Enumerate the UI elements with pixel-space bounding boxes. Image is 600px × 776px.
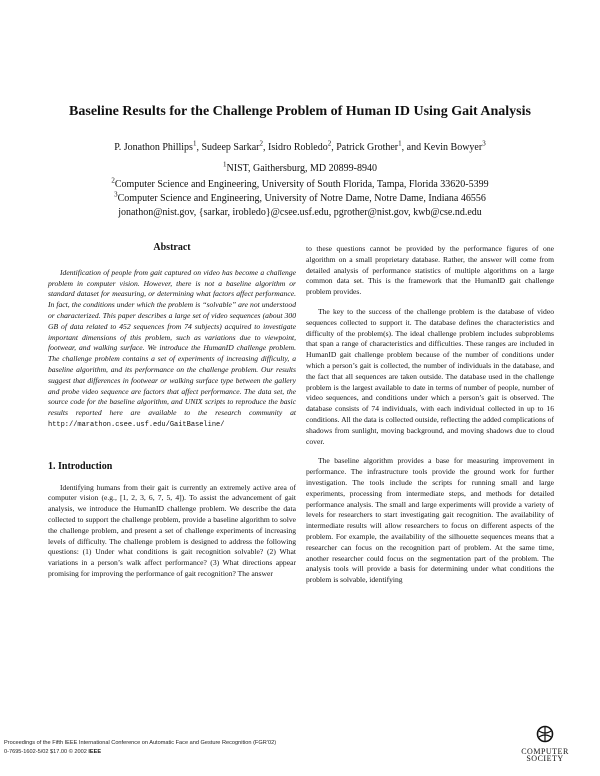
isbn-copyright xyxy=(4,748,484,757)
affiliation-text: Computer Science and Engineering, University of South Florida, Tampa, Florida 33620-5399 xyxy=(114,179,489,190)
author-emails: jonathon@nist.gov, {sarkar, irobledo}@csee.usf.edu, pgrother@nist.gov, kwb@cse.nd.edu xyxy=(118,207,482,218)
introduction-paragraph: Identifying humans from their gait is currently an extremely active area of computer vision (e.g., [1, 2, 3, 6, 7, 5, 4]). To assist the advancement of gait analysis, we introduce the HumanID challenge problem. We describe the data collected to support the challenge problem, provide a baseline algorithm to solve the challenge problem, and present a set of challenge experiments of increasing levels of difficulty. The challenge problem is designed to address the following questions: (1) Under what conditions is gait recognition solvable? (2) What variations in a person’s walk affect performance? (3) What directions appear promising for improving the performance of gait recognition? The answer xyxy=(48,482,296,578)
author-name: Sudeep Sarkar xyxy=(201,142,260,153)
logo-line-computer: COMPUTER xyxy=(521,747,569,756)
author-affiliation-mark: 1 xyxy=(398,139,402,148)
author-affiliation-mark: 2 xyxy=(259,139,263,148)
abstract-body xyxy=(48,268,296,431)
affiliation-notre-dame xyxy=(20,192,580,205)
introduction-heading: 1. Introduction xyxy=(48,460,113,472)
dataset-url-link[interactable]: http://marathon.csee.usf.edu/GaitBaseline/ xyxy=(48,420,225,429)
computer-society-logo xyxy=(513,725,577,763)
proceedings-citation: Proceedings of the Fifth IEEE International Conference on Automatic Face and Gesture Recognition (FGR’02) xyxy=(4,740,277,746)
body-paragraph: The key to the success of the challenge problem is the database of video sequences collected to support it. The database defines the characteristics and difficulty of the problem(s). The ideal challenge problem includes subproblems that span a range of characteristics and difficulties. These ranges are included in HumanID gait challenge problem because of the number of conditions under which a person’s gait is collected, the number of individuals in the database, and the fact that all sequences are taken outside. The database used in the challenge problem is the largest available to date in terms of number of people, number of video sequences, and conditions under which a person’s gait is observed. The database consists of 74 individuals, with each individual collected in up to 16 conditions. All the data is collected outside, reflecting the added complications of shadows from sunlight, moving background, and moving shadows due to cloud cover. xyxy=(306,306,554,446)
affiliation-nist xyxy=(20,162,580,175)
author-affiliation-mark: 2 xyxy=(327,139,332,148)
affiliation-text: Computer Science and Engineering, University of Notre Dame, Notre Dame, Indiana 46556 xyxy=(117,193,486,204)
author-list: P. Jonathon Phillips$^1$, Sudeep Sarkar$^2$, Isidro Robledo$^2$, Patrick Grother$^1$, and Kevin Bowyer$^3$ xyxy=(114,139,486,153)
author-name: Patrick Grother xyxy=(336,142,399,153)
affiliation-mark: 3 xyxy=(114,190,118,199)
proceedings-footer xyxy=(4,739,484,757)
paper-title: Baseline Results for the Challenge Problem of Human ID Using Gait Analysis xyxy=(69,104,531,119)
abstract-heading: Abstract xyxy=(153,242,191,253)
affiliation-text: NIST, Gaithersburg, MD 20899-8940 xyxy=(226,163,377,174)
affiliation-mark: 2 xyxy=(111,176,115,185)
author-name: Isidro Robledo xyxy=(267,142,328,153)
abstract-text: Identification of people from gait captured on video has become a challenge problem in computer vision. However, there is not a baseline algorithm or standard dataset for measuring, or determining what factors affect performance. In fact, the conditions under which the problem is “solvable” are not understood or characterized. This paper describes a large set of video sequences (about 300 GB of data related to 452 sequences from 74 subjects) acquired to investigate important dimensions of this problem, such as variations due to viewpoint, footwear, and walking surface. We introduce the HumanID challenge problem. The challenge problem contains a set of experiments of increasing difficulty, a baseline algorithm, and its performance on the challenge problem. Our results suggest that differences in footwear or walking surface type between the gallery and probe video sequence are factors that affect performance. The data set, the source code for the baseline algorithm, and UNIX scripts to reproduce the basic results reported here are available to the research community at xyxy=(48,267,296,418)
body-paragraph: The baseline algorithm provides a base for measuring improvement in performance. The infrastructure tools provide the ground work for further investigation. The tools include the scripts for running small and large experiments, processing from intermediate steps, and methods for detailed performance analysis. The small and large experiments will provide a variety of levels for researchers to start investigating gait recognition. The availability of intermediate results will allow researchers to focus on different aspects of the problem. For example, the availability of the silhouette sequences means that a researcher can focus on the recognition part of problem. At the same time, another researcher could focus on the segmentation part of the problem. The analysis tools will provide a basis for determining under what conditions the problem is solvable, identifying xyxy=(306,456,554,585)
author-affiliation-mark: 3 xyxy=(482,139,486,148)
author-name: and Kevin Bowyer xyxy=(406,142,483,153)
body-paragraph: to these questions cannot be provided by the performance figures of one algorithm on a small proprietary database. Rather, the answer will come from detailed analysis of performance statistics of multiple algorithms on a large common data set. This is the framework that the HumanID gait challenge problem provides. xyxy=(306,244,554,297)
left-column xyxy=(48,243,296,589)
affiliation-usf xyxy=(20,178,580,191)
affiliation-mark: 1 xyxy=(223,160,227,169)
isbn-text: 0-7695-1602-5/02 $17.00 © 2002 xyxy=(4,749,87,755)
computer-society-emblem-icon xyxy=(535,725,555,743)
author-affiliation-mark: 1 xyxy=(192,139,197,148)
logo-line-society: SOCIETY xyxy=(526,754,564,763)
author-name: P. Jonathon Phillips xyxy=(114,142,193,153)
ieee-mark: IEEE xyxy=(88,749,102,755)
right-column xyxy=(306,244,554,595)
